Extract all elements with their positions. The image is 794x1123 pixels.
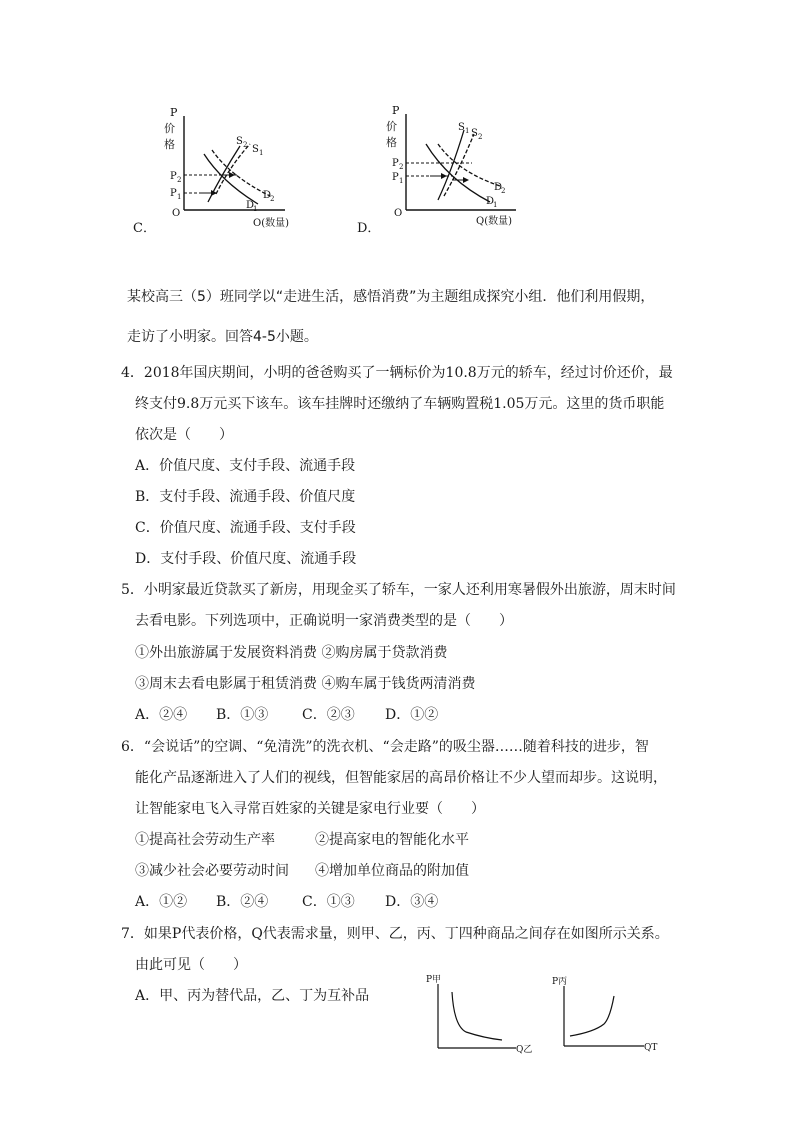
p2-subscript: 2 bbox=[399, 163, 404, 171]
option-c-label: C． bbox=[133, 221, 156, 236]
q5-stem-line-2: 去看电影。下列选项中，正确说明一家消费类型的是（ ） bbox=[135, 613, 513, 629]
s1-label: S bbox=[252, 144, 259, 155]
q6-statement-1: ①提高社会劳动生产率 bbox=[135, 832, 275, 848]
y-axis-char-2: 格 bbox=[386, 136, 397, 149]
q7-graph-bing-ding bbox=[548, 970, 668, 1060]
origin-label: O bbox=[172, 208, 181, 219]
q6-stem-line-3: 让智能家电飞入寻常百姓家的关键是家电行业要（ ） bbox=[135, 801, 485, 817]
x-axis-label: Q乙 bbox=[516, 1045, 533, 1055]
s1-subscript: 1 bbox=[259, 149, 264, 157]
d2-subscript: 2 bbox=[501, 187, 506, 195]
d1-subscript: 1 bbox=[253, 205, 258, 213]
d2-subscript: 2 bbox=[270, 195, 275, 203]
x-axis-label: QT bbox=[644, 1043, 658, 1053]
s2-label: S bbox=[471, 128, 478, 139]
intro-line-1: 某校高三（5）班同学以“走进生活，感悟消费”为主题组成探究小组．他们利用假期， bbox=[127, 289, 655, 305]
q5-option-d[interactable]: D．①② bbox=[385, 707, 439, 723]
q6-statement-2: ②提高家电的智能化水平 bbox=[315, 832, 469, 848]
x-axis-label: Q(数量) bbox=[476, 216, 513, 227]
q4-stem-line-1: 4．2018年国庆期间，小明的爸爸购买了一辆标价为10.8万元的轿车，经过讨价还价，最 bbox=[121, 365, 673, 381]
y-axis-label: P甲 bbox=[426, 975, 442, 985]
q5-statement-3-4: ③周末去看电影属于租赁消费 ④购车属于钱货两清消费 bbox=[135, 676, 476, 692]
q5-statement-1-2: ①外出旅游属于发展资料消费 ②购房属于贷款消费 bbox=[135, 645, 448, 661]
q4-option-c[interactable]: C．价值尺度、流通手段、支付手段 bbox=[135, 520, 356, 536]
d1-label: D bbox=[486, 196, 495, 207]
p2-subscript: 2 bbox=[177, 176, 182, 184]
option-d-label: D． bbox=[357, 221, 381, 236]
d1-subscript: 1 bbox=[493, 201, 498, 209]
p2-label: P bbox=[392, 158, 399, 169]
y-axis-char-1: 价 bbox=[164, 122, 175, 135]
y-axis-char-2: 格 bbox=[164, 138, 175, 151]
q7-option-a[interactable]: A．甲、丙为替代品，乙、丁为互补品 bbox=[135, 988, 370, 1004]
q6-stem-line-2: 能化产品逐渐进入了人们的视线，但智能家居的高昂价格让不少人望而却步。这说明， bbox=[135, 770, 667, 786]
q6-statement-4: ④增加单位商品的附加值 bbox=[315, 863, 469, 879]
q4-stem-line-3: 依次是（ ） bbox=[135, 427, 233, 443]
q5-stem-line-1: 5．小明家最近贷款买了新房，用现金买了轿车，一家人还利用寒暑假外出旅游，周末时间 bbox=[121, 582, 676, 598]
q7-stem-line-1: 7．如果P代表价格，Q代表需求量，则甲、乙，丙、丁四种商品之间存在如图所示关系。 bbox=[121, 926, 669, 942]
q4-option-b[interactable]: B．支付手段、流通手段、价值尺度 bbox=[135, 489, 356, 505]
s1-label: S bbox=[458, 122, 465, 133]
q4-stem-line-2: 终支付9.8万元买下该车。该车挂牌时还缴纳了车辆购置税1.05万元。这里的货币职能 bbox=[135, 396, 665, 412]
y-axis-letter: P bbox=[392, 104, 400, 117]
y-axis-letter: P bbox=[170, 106, 178, 119]
x-axis-label: O(数量) bbox=[253, 218, 290, 229]
q7-graph-jia-yi bbox=[424, 970, 544, 1060]
q6-option-a[interactable]: A．①② bbox=[135, 894, 188, 910]
q7-stem-line-2: 由此可见（ ） bbox=[135, 957, 247, 973]
p1-subscript: 1 bbox=[177, 193, 182, 201]
q6-statement-3: ③减少社会必要劳动时间 bbox=[135, 863, 289, 879]
q5-option-a[interactable]: A．②④ bbox=[135, 707, 188, 723]
y-axis-char-1: 价 bbox=[386, 120, 397, 133]
s2-subscript: 2 bbox=[478, 133, 483, 141]
q6-option-c[interactable]: C．①③ bbox=[302, 894, 355, 910]
q5-option-b[interactable]: B．①③ bbox=[216, 707, 269, 723]
p1-label: P bbox=[392, 172, 399, 183]
s2-label: S bbox=[236, 136, 243, 147]
supply-demand-graph-c bbox=[160, 104, 310, 229]
d2-label: D bbox=[263, 190, 272, 201]
p2-label: P bbox=[170, 171, 177, 182]
y-axis-label: P丙 bbox=[552, 977, 568, 987]
p1-label: P bbox=[170, 188, 177, 199]
s2-subscript: 2 bbox=[243, 141, 248, 149]
supply-demand-graph-d bbox=[382, 100, 532, 230]
p1-subscript: 1 bbox=[399, 177, 404, 185]
d2-label: D bbox=[494, 182, 503, 193]
d1-label: D bbox=[246, 200, 255, 211]
origin-label: O bbox=[394, 208, 403, 219]
q5-option-c[interactable]: C．②③ bbox=[302, 707, 355, 723]
q6-option-d[interactable]: D．③④ bbox=[385, 894, 439, 910]
q4-option-d[interactable]: D．支付手段、价值尺度、流通手段 bbox=[135, 551, 357, 567]
q4-option-a[interactable]: A．价值尺度、支付手段、流通手段 bbox=[135, 458, 356, 474]
s1-subscript: 1 bbox=[465, 127, 470, 135]
q6-stem-line-1: 6．“会说话”的空调、“免清洗”的洗衣机、“会走路”的吸尘器……随着科技的进步，智 bbox=[121, 739, 649, 755]
q6-option-b[interactable]: B．②④ bbox=[216, 894, 269, 910]
intro-line-2: 走访了小明家。回答4-5小题。 bbox=[127, 329, 318, 345]
